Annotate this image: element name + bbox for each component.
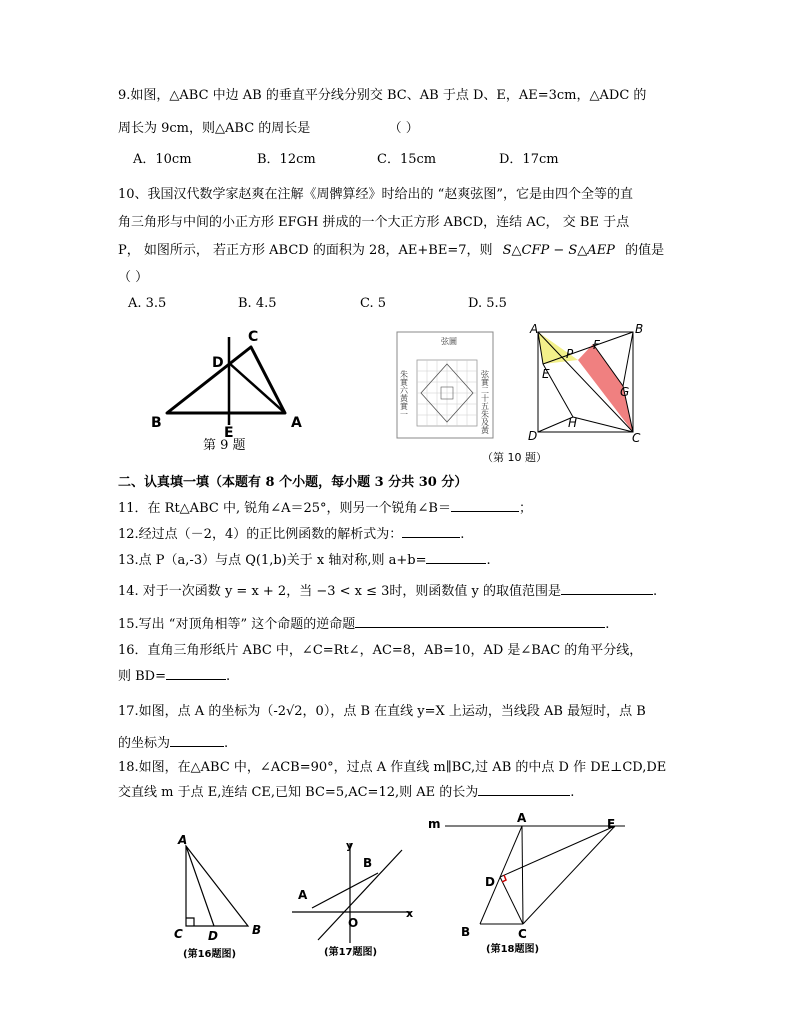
q10-line3a: P， 如图所示， 若正方形 ABCD 的面积为 28，AE+BE=7，则 <box>118 243 493 258</box>
fig9-label-a: A <box>291 415 302 431</box>
q9-option-a: A．10cm <box>133 152 192 167</box>
q11 <box>118 497 532 516</box>
q11-end: ； <box>518 501 532 516</box>
q9-option-c: C．15cm <box>377 152 437 167</box>
q12-text: 12.经过点（－2，4）的正比例函数的解析式为： <box>118 527 403 542</box>
q10-answer-paren: （ ） <box>118 270 149 285</box>
fig10-label-h: H <box>568 416 578 430</box>
q17-line2-text: 的坐标为 <box>118 736 171 751</box>
q13-answer-blank[interactable] <box>426 551 486 564</box>
fig17-line-y-eq-x <box>318 850 402 940</box>
q11-answer-blank[interactable] <box>451 499 519 512</box>
fig9-caption: 第 9 题 <box>203 438 246 453</box>
fig16-label-c: C <box>174 927 183 941</box>
fig10-ancient-left-text: 朱實六黃實一 <box>399 370 409 418</box>
q18-line2 <box>118 781 574 800</box>
figure-10-ancient-chart <box>395 330 495 440</box>
q9-line2 <box>118 117 419 136</box>
q15-text: 15.写出 “对顶角相等” 这个命题的逆命题 <box>118 617 356 632</box>
figure-16 <box>170 830 270 945</box>
fig10-caption: （第 10 题） <box>482 451 547 464</box>
fig18-label-d: D <box>485 875 495 889</box>
fig17-label-a: A <box>298 888 308 902</box>
fig10-label-d: D <box>528 429 538 443</box>
fig10-label-g: G <box>620 385 630 399</box>
fig9-label-d: D <box>212 355 224 371</box>
q16-line2 <box>118 665 230 684</box>
figure-9 <box>145 325 315 450</box>
fig18-label-a: A <box>517 812 527 825</box>
fig10-label-b: B <box>635 322 644 336</box>
fig17-segment-ab <box>312 873 378 908</box>
q16-answer-blank[interactable] <box>166 667 226 680</box>
fig18-segment-ce <box>523 826 615 924</box>
q10-line3b: 的值是 <box>625 243 665 258</box>
q10-option-c: C. 5 <box>360 296 387 311</box>
q10-option-b: B. 4.5 <box>238 296 277 311</box>
fig18-segment-de <box>500 826 615 877</box>
q16-line1: 16．直角三角形纸片 ABC 中，∠C=Rt∠，AC=8，AB=10，AD 是∠BAC 的角平分线， <box>118 643 643 658</box>
q13-text: 13.点 P（a,-3）与点 Q(1,b)关于 x 轴对称,则 a+b= <box>118 553 427 568</box>
fig10-ancient-title: 弦圖 <box>441 337 457 346</box>
q10-line3 <box>118 239 664 258</box>
fig9-label-c: C <box>248 329 259 345</box>
q14-end: . <box>653 584 658 599</box>
q10-line2: 角三角形与中间的小正方形 EFGH 拼成的一个大正方形 ABCD，连结 AC， 交 BE 于点 <box>118 215 630 230</box>
figure-17 <box>290 835 420 945</box>
q14 <box>118 580 657 599</box>
fig18-label-b: B <box>461 925 471 939</box>
q13 <box>118 549 491 568</box>
q11-text: 11．在 Rt△ABC 中, 锐角∠A＝25°，则另一个锐角∠B＝ <box>118 501 451 516</box>
fig18-label-m: m <box>428 817 441 831</box>
q9-option-d: D．17cm <box>499 152 559 167</box>
q17-line1: 17.如图，点 A 的坐标为（-2√2，0），点 B 在直线 y=X 上运动，当线段 AB 最短时，点 B <box>118 704 646 719</box>
fig10-label-c: C <box>632 431 641 445</box>
q18-line2-text: 交直线 m 于点 E,连结 CE,已知 BC=5,AC=12,则 AE 的长为 <box>118 785 479 800</box>
q17-end: . <box>224 736 229 751</box>
fig18-segment-ac <box>522 826 523 924</box>
q9-line2-text: 周长为 9cm，则△ABC 的周长是 <box>118 121 311 136</box>
fig17-label-b: B <box>363 856 373 870</box>
fig17-label-y: y <box>346 839 354 852</box>
fig10-ancient-right-text: 弦實二十五朱及黃 <box>480 370 490 434</box>
fig16-label-b: B <box>252 923 262 937</box>
q9-answer-paren: （ ） <box>388 121 419 136</box>
fig10-label-a: A <box>530 322 539 336</box>
fig9-segment-ad <box>229 363 285 413</box>
q12-end: . <box>460 527 465 542</box>
fig16-caption: (第16题图) <box>183 949 237 960</box>
q18-answer-blank[interactable] <box>478 783 570 796</box>
q10-option-d: D. 5.5 <box>468 296 507 311</box>
fig16-bisector-ad <box>186 846 214 926</box>
q16-end: . <box>226 669 231 684</box>
fig9-label-e: E <box>224 425 234 441</box>
q18-end: . <box>570 785 575 800</box>
q9-option-b: B．12cm <box>257 152 316 167</box>
fig10-label-f: F <box>593 338 600 352</box>
q14-text: 14. 对于一次函数 y = x + 2，当 −3 < x ≤ 3时，则函数值 y 的取值范围是 <box>118 584 562 599</box>
fig9-label-b: B <box>151 415 162 431</box>
q17-answer-blank[interactable] <box>170 734 224 747</box>
figure-10-diagram <box>528 322 648 447</box>
q15 <box>118 613 609 632</box>
section2-title: 二、认真填一填（本题有 8 个小题，每小题 3 分共 30 分） <box>118 475 468 490</box>
figure-18 <box>425 812 635 942</box>
fig9-triangle-abc <box>167 347 285 413</box>
q15-end: . <box>605 617 610 632</box>
fig17-label-o: O <box>348 916 359 930</box>
fig10-label-e: E <box>542 367 550 381</box>
q16-line2-text: 则 BD= <box>118 669 167 684</box>
fig16-label-a: A <box>178 833 188 847</box>
fig18-label-e: E <box>607 817 616 831</box>
fig18-segment-cd <box>500 877 523 924</box>
fig18-caption: (第18题图) <box>486 944 540 955</box>
q9-line1: 9.如图，△ABC 中边 AB 的垂直平分线分别交 BC、AB 于点 D、E，AE=3cm，△ADC 的 <box>118 88 647 103</box>
q12-answer-blank[interactable] <box>402 525 460 538</box>
q12 <box>118 523 464 542</box>
fig17-label-x: x <box>406 907 414 920</box>
q15-answer-blank[interactable] <box>355 615 605 628</box>
fig16-label-d: D <box>208 929 218 943</box>
q18-line1: 18.如图，在△ABC 中，∠ACB=90°，过点 A 作直线 m∥BC,过 AB 的中点 D 作 DE⊥CD,DE <box>118 760 667 775</box>
q10-expression: S△CFP − S△AEP <box>502 243 615 258</box>
fig17-caption: (第17题图) <box>324 947 378 958</box>
q17-line2 <box>118 732 228 751</box>
fig16-triangle-abc <box>186 846 248 926</box>
q10-option-a: A. 3.5 <box>128 296 167 311</box>
q13-end: . <box>486 553 491 568</box>
fig10-label-p: P <box>566 347 574 361</box>
q10-line1: 10、我国汉代数学家赵爽在注解《周髀算经》时给出的 “赵爽弦图”，它是由四个全等的直 <box>118 187 633 202</box>
fig18-label-c: C <box>518 927 527 941</box>
q14-answer-blank[interactable] <box>561 582 653 595</box>
